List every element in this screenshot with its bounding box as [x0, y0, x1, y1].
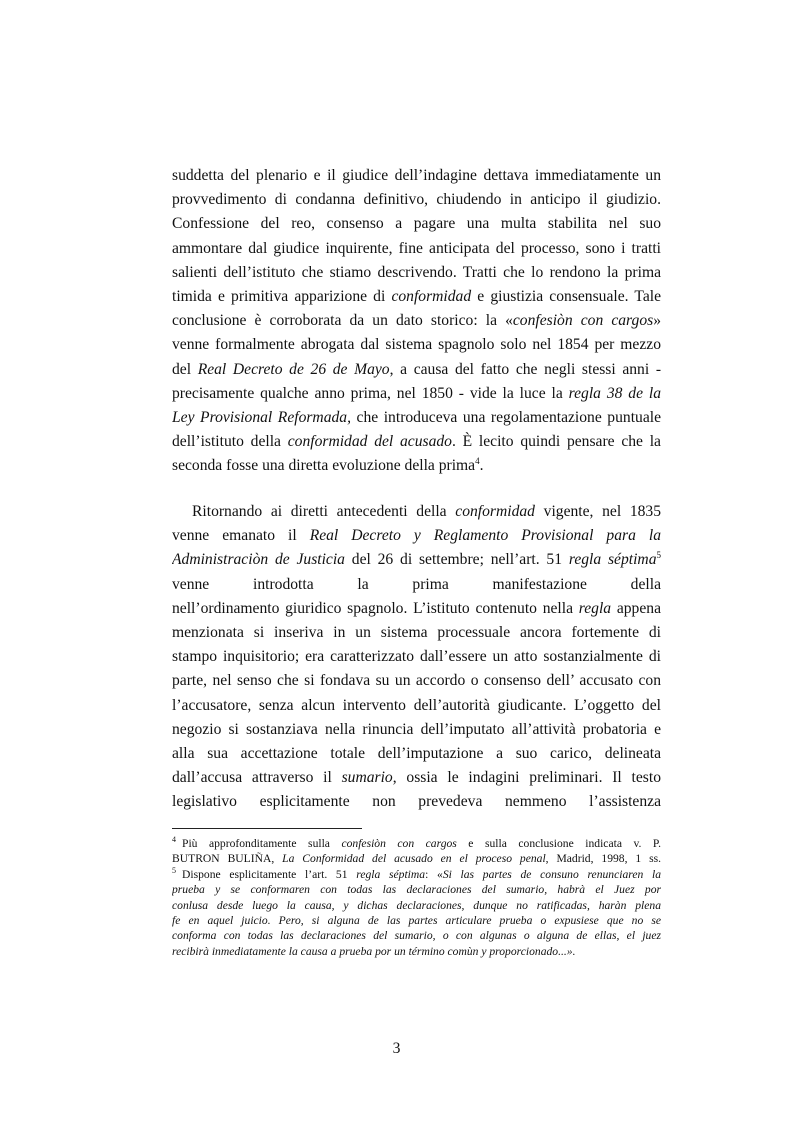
- text-line: Confessione del reo, consenso a pagare una multa stabilita nel suo: [172, 215, 661, 233]
- paragraph-1: [172, 164, 661, 478]
- footnote-line: recibirà inmediatamente la causa a prueba por un término comùn y proporcionado...».: [172, 944, 576, 958]
- footnote-4: $^4$ Più approfonditamente sulla confesiòn con cargos e sulla conclusione indicata v. P.: [172, 836, 661, 850]
- text-line: precisamente qualche anno prima, nel 1850 - vide la luce la regla 38 de la: [172, 384, 661, 402]
- text-line: legislativo esplicitamente non prevedeva nemmeno l’assistenza: [172, 793, 661, 811]
- text-line: stampo inquisitorio; era caratterizzato dall’essere un atto sostanzialmente di: [172, 648, 661, 666]
- text-line: l’accusatore, senza alcun intervento dell’autorità giudicante. L’oggetto del: [172, 696, 661, 714]
- text-line: venne formalmente abrogata dal sistema spagnolo solo nel 1854 per mezzo: [172, 336, 661, 354]
- text-line: Ritornando ai diretti antecedenti della conformidad vigente, nel 1835: [192, 503, 661, 520]
- text-line: nell’ordinamento giuridico spagnolo. L’istituto contenuto nella regla appena: [172, 599, 661, 617]
- text-line: suddetta del plenario e il giudice dell’indagine dettava immediatamente un: [172, 167, 661, 184]
- text-line: dell’istituto della conformidad del acusado. È lecito quindi pensare che la: [172, 433, 661, 451]
- text-line: provvedimento di condanna definitivo, chiudendo in anticipo il giudizio.: [172, 191, 661, 209]
- text-line: seconda fosse una diretta evoluzione della prima$^4$.: [172, 456, 484, 475]
- footnote-5: $^5$ Dispone esplicitamente l’art. 51 regla séptima: «Si las partes de consuno renunciaren la: [172, 866, 661, 881]
- footnote-line: conlusa desde luego la causa, y dichas declaraciones, dunque no ratificadas, haràn plena: [172, 898, 661, 912]
- footnote-divider: [172, 828, 362, 829]
- text-line: venne introdotta la prima manifestazione della: [172, 575, 661, 593]
- text-line: Ley Provisional Reformada, che introduceva una regolamentazione puntuale: [172, 408, 661, 426]
- text-line: dall’accusa attraverso il sumario, ossia le indagini preliminari. Il testo: [172, 769, 661, 787]
- footnote-line: fe en aquel juicio. Pero, si alguna de las partes articulare prueba o expusiese que no se: [172, 913, 661, 927]
- page-number: 3: [392, 1040, 401, 1057]
- text-line: parte, nel senso che si fondava su un accordo o consenso dell’ accusato con: [172, 672, 661, 690]
- text-line: venne emanato il Real Decreto y Reglamento Provisional para la: [172, 527, 661, 545]
- footnote-line: BUTRON BULIÑA, La Conformidad del acusado en el proceso penal, Madrid, 1998, 1 ss.: [172, 852, 661, 866]
- text-line: alla sua accettazione totale dell’imputazione a suo carico, delineata: [172, 744, 661, 762]
- paragraph-2: [172, 500, 661, 814]
- footnotes: [172, 836, 661, 959]
- footnote-line: prueba y se conformaren con todas las declaraciones del sumario, habrà el Juez por: [172, 883, 661, 897]
- text-line: conclusione è corroborata da un dato storico: la «confesiòn con cargos»: [172, 312, 661, 330]
- text-line: menzionata si inseriva in un sistema processuale ancora fortemente di: [172, 623, 661, 641]
- text-line: negozio si sostanziava nella rinuncia dell’imputato all’attività probatoria e: [172, 720, 661, 738]
- footnote-ref-5[interactable]: 5: [656, 550, 661, 561]
- text-line: del Real Decreto de 26 de Mayo, a causa del fatto che negli stessi anni -: [172, 360, 661, 378]
- text-line: timida e primitiva apparizione di conformidad e giustizia consensuale. Tale: [172, 287, 661, 305]
- text-line: salienti dell’istituto che stiamo descrivendo. Tratti che lo rendono la prima: [172, 263, 661, 281]
- text-line: Administraciòn de Justicia del 26 di settembre; nell’art. 51 regla séptima$^5$: [172, 550, 661, 569]
- text-line: ammontare dal giudice inquirente, fine anticipata del processo, sono i tratti: [172, 239, 661, 257]
- footnote-line: conforma con todas las declaraciones del sumario, o con algunas o alguna de ellas, el juez: [172, 929, 661, 943]
- footnote-ref-4[interactable]: 4: [475, 456, 480, 467]
